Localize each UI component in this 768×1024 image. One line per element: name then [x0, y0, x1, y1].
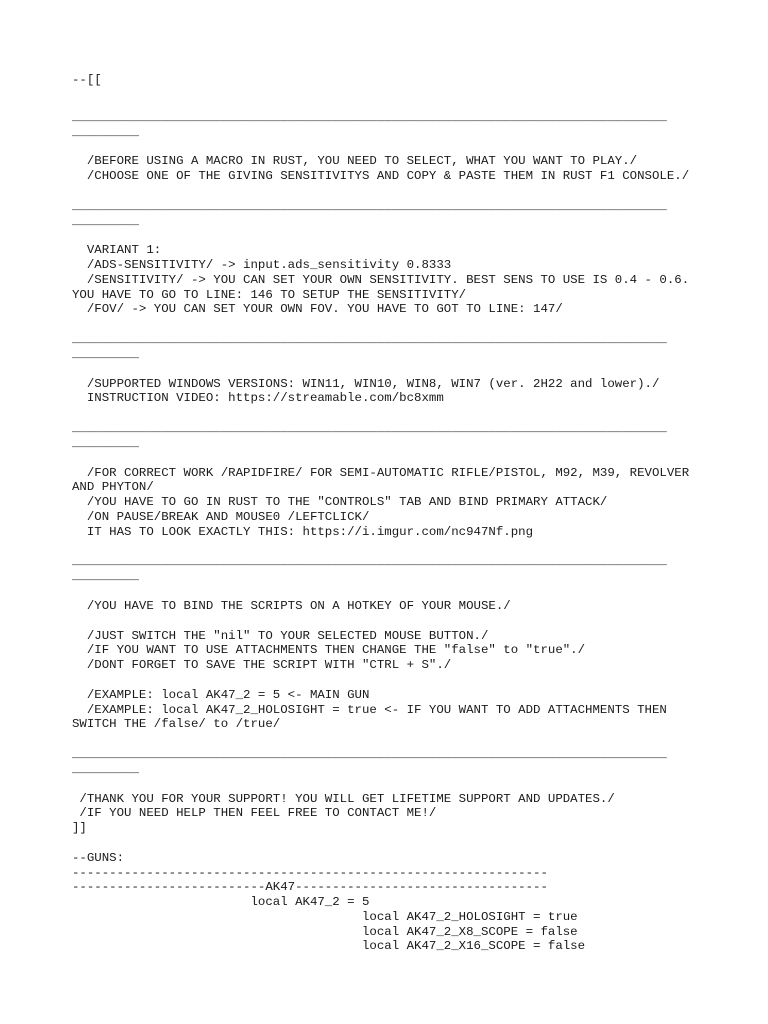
separator-line: ________________________________________________________________________________ — [72, 421, 667, 435]
separator-line-tail: _________ — [72, 346, 139, 361]
separator-line: ________________________________________________________________________________ — [72, 109, 667, 124]
comment-open: --[[ — [72, 73, 102, 87]
text-line: /BEFORE USING A MACRO IN RUST, YOU NEED TO SELECT, WHAT YOU WANT TO PLAY./ — [72, 154, 638, 169]
separator-line-tail: _________ — [72, 124, 139, 139]
dash-divider: ---------------------------------------------------------------- — [72, 865, 548, 880]
text-line: /SUPPORTED WINDOWS VERSIONS: WIN11, WIN10, WIN8, WIN7 (ver. 2H22 and lower)./ — [72, 376, 660, 391]
text-line: /CHOOSE ONE OF THE GIVING SENSITIVITYS AND COPY & PASTE THEM IN RUST F1 CONSOLE./ — [72, 169, 690, 183]
comment-close: ]] — [72, 821, 87, 835]
text-line: /IF YOU NEED HELP THEN FEEL FREE TO CONTACT ME!/ — [72, 806, 437, 821]
separator-line-tail: _________ — [72, 761, 139, 776]
text-line: IT HAS TO LOOK EXACTLY THIS: https://i.imgur.com/nc947Nf.png — [72, 524, 534, 539]
separator-line: ________________________________________________________________________________ — [72, 198, 667, 213]
text-line: /THANK YOU FOR YOUR SUPPORT! YOU WILL GET LIFETIME SUPPORT AND UPDATES./ — [72, 791, 615, 806]
text-line: /ON PAUSE/BREAK AND MOUSE0 /LEFTCLICK/ — [72, 509, 370, 524]
text-line: INSTRUCTION VIDEO: https://streamable.com/bc8xmm — [72, 391, 444, 406]
text-line: /FOV/ -> YOU CAN SET YOUR OWN FOV. YOU HAVE TO GOT TO LINE: 147/ — [72, 302, 563, 317]
text-line: /SENSITIVITY/ -> YOU CAN SET YOUR OWN SENSITIVITY. BEST SENS TO USE IS 0.4 - 0.6. — [72, 272, 690, 287]
text-line: /EXAMPLE: local AK47_2_HOLOSIGHT = true <- IF YOU WANT TO ADD ATTACHMENTS THEN — [72, 702, 667, 717]
text-line: /JUST SWITCH THE "nil" TO YOUR SELECTED MOUSE BUTTON./ — [72, 628, 489, 643]
code-line: local AK47_2_X16_SCOPE = false — [72, 939, 586, 954]
text-line: AND PHYTON/ — [72, 480, 154, 495]
text-line: /YOU HAVE TO BIND THE SCRIPTS ON A HOTKEY OF YOUR MOUSE./ — [72, 598, 511, 613]
code-line: local AK47_2_X8_SCOPE = false — [72, 924, 578, 939]
code-line: local AK47_2_HOLOSIGHT = true — [72, 909, 578, 924]
separator-line: ________________________________________________________________________________ — [72, 747, 667, 761]
text-line: YOU HAVE TO GO TO LINE: 146 TO SETUP THE SENSITIVITY/ — [72, 287, 467, 302]
separator-line: ________________________________________________________________________________ — [72, 332, 667, 346]
text-line: SWITCH THE /false/ to /true/ — [72, 717, 281, 732]
separator-line-tail: _________ — [72, 435, 139, 450]
text-line: /FOR CORRECT WORK /RAPIDFIRE/ FOR SEMI-AUTOMATIC RIFLE/PISTOL, M92, M39, REVOLVER — [72, 465, 690, 480]
text-line: /EXAMPLE: local AK47_2 = 5 <- MAIN GUN — [72, 687, 370, 702]
guns-header: --GUNS: — [72, 850, 125, 865]
text-line: /ADS-SENSITIVITY/ -> input.ads_sensitivity 0.8333 — [72, 258, 452, 272]
text-line: VARIANT 1: — [72, 243, 162, 258]
text-line: /IF YOU WANT TO USE ATTACHMENTS THEN CHANGE THE "false" to "true"./ — [72, 643, 586, 658]
text-line: /DONT FORGET TO SAVE THE SCRIPT WITH "CTRL + S"./ — [72, 658, 452, 672]
text-line: /YOU HAVE TO GO IN RUST TO THE "CONTROLS" TAB AND BIND PRIMARY ATTACK/ — [72, 495, 608, 509]
script-document — [72, 73, 712, 954]
separator-line-tail: _________ — [72, 213, 139, 228]
separator-line-tail: _________ — [72, 569, 139, 583]
code-line: local AK47_2 = 5 — [72, 895, 370, 909]
gun-section-title: --------------------------AK47---------------------------------- — [72, 880, 548, 895]
separator-line: ________________________________________________________________________________ — [72, 554, 667, 569]
